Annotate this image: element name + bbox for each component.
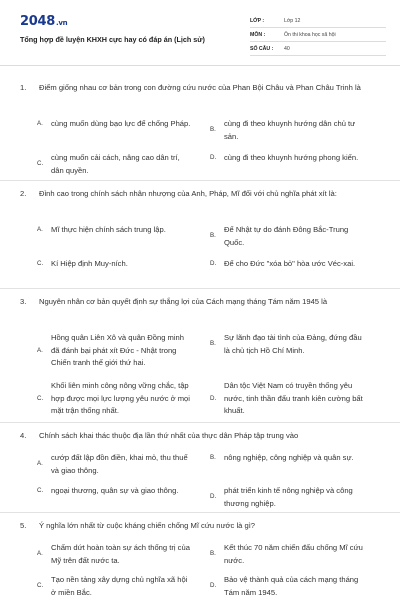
option-text: Tạo nền tảng xây dựng chủ nghĩa xã hội ở miền Bắc. bbox=[51, 575, 188, 597]
option-label: C. bbox=[37, 160, 44, 168]
option-a[interactable] bbox=[37, 452, 193, 477]
question-number: 2. bbox=[20, 189, 27, 198]
option-text: cùng muốn dùng bạo lực để chống Pháp. bbox=[51, 119, 191, 128]
option-label: B. bbox=[210, 340, 216, 348]
option-text: ngoại thương, quân sự và giao thông. bbox=[51, 486, 179, 495]
question-divider bbox=[0, 512, 400, 513]
question-divider bbox=[0, 288, 400, 289]
option-a[interactable] bbox=[37, 224, 193, 237]
option-label: A. bbox=[37, 226, 43, 233]
option-text: cùng đi theo khuynh hướng phong kiến. bbox=[224, 153, 359, 162]
option-text: cùng muốn cải cách, nâng cao dân trí, dân quyền. bbox=[51, 153, 180, 175]
option-d[interactable] bbox=[210, 380, 366, 418]
option-a[interactable] bbox=[37, 542, 193, 567]
option-d[interactable] bbox=[210, 258, 366, 271]
question-text: Chính sách khai thác thuộc địa lần thứ nhất của thực dân Pháp tập trung vào bbox=[39, 431, 299, 440]
option-text: Bảo vệ thành quả của cách mạng tháng Tám năm 1945. bbox=[224, 575, 359, 597]
option-text: nông nghiệp, công nghiệp và quân sự. bbox=[224, 453, 354, 462]
option-text: Kí Hiệp định Muy-ních. bbox=[51, 259, 128, 268]
option-c[interactable] bbox=[37, 380, 193, 418]
option-text: Kết thúc 70 năm chiến đấu chống Mĩ cứu nước. bbox=[224, 543, 363, 565]
option-label: A. bbox=[37, 120, 43, 127]
option-b[interactable] bbox=[210, 452, 366, 465]
option-d[interactable] bbox=[210, 152, 366, 165]
logo-tld: .vn bbox=[55, 19, 68, 27]
meta-key: SỐ CÂU : bbox=[250, 45, 274, 52]
option-label: D. bbox=[210, 260, 217, 267]
option-text: Sự lãnh đạo tài tình của Đảng, đứng đầu là chủ tịch Hồ Chí Minh. bbox=[224, 333, 362, 355]
option-label: B. bbox=[210, 126, 216, 134]
meta-key: LỚP : bbox=[250, 17, 265, 24]
question-number: 4. bbox=[20, 431, 27, 440]
option-label: C. bbox=[37, 487, 44, 494]
option-a[interactable] bbox=[37, 332, 193, 370]
option-text: phát triển kinh tế nông nghiệp và công thương nghiệp. bbox=[224, 486, 353, 508]
option-label: B. bbox=[210, 550, 216, 558]
question-text: Ý nghĩa lớn nhất từ cuộc kháng chiến chống Mĩ cứu nước là gì? bbox=[39, 521, 256, 530]
option-c[interactable] bbox=[37, 485, 193, 498]
option-a[interactable] bbox=[37, 118, 193, 131]
option-c[interactable] bbox=[37, 152, 193, 177]
option-text: Hồng quân Liên Xô và quân Đồng minh đã đánh bại phát xít Đức - Nhật trong Chiến tranh thế giới thứ hai. bbox=[51, 333, 184, 367]
option-c[interactable] bbox=[37, 258, 193, 271]
option-d[interactable] bbox=[210, 485, 366, 510]
question-number: 1. bbox=[20, 83, 27, 92]
option-b[interactable] bbox=[210, 118, 366, 143]
meta-key: MÔN : bbox=[250, 31, 266, 38]
option-label: A. bbox=[37, 460, 43, 468]
site-logo[interactable] bbox=[20, 14, 67, 29]
option-b[interactable] bbox=[210, 542, 366, 567]
meta-row-class bbox=[250, 14, 386, 28]
option-b[interactable] bbox=[210, 332, 366, 357]
option-label: A. bbox=[37, 550, 43, 558]
meta-value: 40 bbox=[284, 45, 290, 52]
option-label: C. bbox=[37, 260, 44, 267]
meta-value: Ôn thi khoa học xã hội bbox=[284, 31, 336, 38]
option-text: cướp đất lập đồn điền, khai mỏ, thu thuế và giao thông. bbox=[51, 453, 188, 475]
document-title: Tổng hợp đề luyện KHXH cực hay có đáp án (Lịch sử) bbox=[20, 35, 205, 44]
option-label: B. bbox=[210, 232, 216, 240]
option-label: D. bbox=[210, 394, 217, 402]
question-number: 3. bbox=[20, 297, 27, 306]
page-header bbox=[0, 0, 400, 66]
meta-row-count bbox=[250, 42, 386, 56]
option-label: D. bbox=[210, 582, 217, 590]
option-label: B. bbox=[210, 454, 216, 461]
option-c[interactable] bbox=[37, 574, 193, 599]
document-meta bbox=[250, 14, 386, 56]
question-divider bbox=[0, 422, 400, 423]
option-b[interactable] bbox=[210, 224, 366, 249]
option-d[interactable] bbox=[210, 574, 366, 599]
option-text: Mĩ thực hiện chính sách trung lập. bbox=[51, 225, 166, 234]
question-text: Đỉnh cao trong chính sách nhân nhượng của Anh, Pháp, Mĩ đối với chủ nghĩa phát xít là: bbox=[39, 189, 337, 198]
option-label: D. bbox=[210, 154, 217, 161]
option-label: C. bbox=[37, 582, 44, 590]
option-label: C. bbox=[37, 394, 44, 402]
option-label: D. bbox=[210, 493, 217, 501]
option-text: cùng đi theo khuynh hướng dân chủ tư sản. bbox=[224, 119, 356, 141]
option-text: Chấm dứt hoàn toàn sự ách thống trị của Mỹ trên đất nước ta. bbox=[51, 543, 190, 565]
option-text: Để Nhật tự do đánh Đông Bắc-Trung Quốc. bbox=[224, 225, 349, 247]
option-text: Dân tộc Việt Nam có truyền thống yêu nước, tinh thần đấu tranh kiên cường bất khuất. bbox=[224, 381, 363, 415]
option-text: Khối liên minh công nông vững chắc, tập hợp được mọi lực lượng yêu nước ở mọi mặt trận thống nhất. bbox=[51, 381, 190, 415]
option-label: A. bbox=[37, 346, 43, 354]
meta-row-subject bbox=[250, 28, 386, 42]
question-text: Nguyên nhân cơ bản quyết định sự thắng lợi của Cách mạng tháng Tám năm 1945 là bbox=[39, 297, 328, 306]
meta-value: Lớp 12 bbox=[284, 17, 301, 24]
question-text: Điểm giống nhau cơ bản trong con đường cứu nước của Phan Bội Châu và Phan Châu Trinh là bbox=[39, 83, 361, 92]
question-number: 5. bbox=[20, 521, 27, 530]
question-divider bbox=[0, 180, 400, 181]
option-text: Để cho Đức "xóa bỏ" hòa ước Véc-xai. bbox=[224, 259, 356, 268]
logo-main: 2048 bbox=[20, 14, 55, 29]
